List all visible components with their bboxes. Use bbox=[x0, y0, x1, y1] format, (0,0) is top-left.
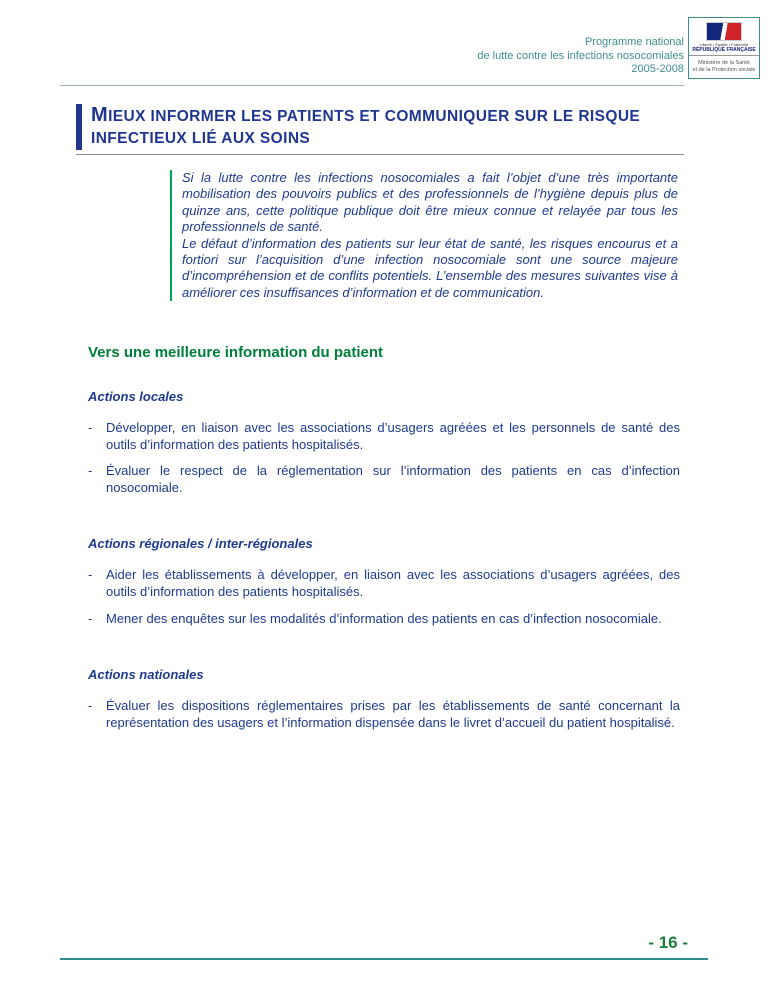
list-item bbox=[88, 698, 680, 731]
header-line-2: de lutte contre les infections nosocomiales bbox=[477, 49, 684, 62]
dash-bullet: - bbox=[88, 567, 93, 583]
list-item bbox=[88, 420, 680, 453]
group-actions-locales bbox=[88, 389, 680, 496]
page-number: - 16 - bbox=[648, 933, 688, 952]
group-heading: Actions régionales / inter-régionales bbox=[88, 536, 313, 552]
republic-logo-box bbox=[688, 17, 760, 79]
footer-divider bbox=[60, 958, 708, 960]
list-item-text: Aider les établissements à développer, en liaison avec les associations d’usagers agréées, des outils d’information des patients hospitalisés. bbox=[106, 567, 680, 599]
main-content bbox=[88, 344, 680, 771]
list-item bbox=[88, 567, 680, 600]
dash-bullet: - bbox=[88, 698, 93, 714]
header-line-3: 2005-2008 bbox=[631, 63, 684, 75]
page-title bbox=[91, 104, 663, 150]
group-heading: Actions locales bbox=[88, 389, 184, 404]
list-item-text: Mener des enquêtes sur les modalités d’information des patients en cas d’infection nosocomiale. bbox=[106, 610, 662, 626]
list-item-text: Évaluer les dispositions réglementaires prises par les établissements de santé concernant la représentation des usagers et l’information dispensée dans le livret d’accueil du patient hospitalisé. bbox=[106, 698, 680, 730]
header-divider bbox=[60, 85, 684, 86]
dash-bullet: - bbox=[88, 463, 93, 479]
group-heading: Actions nationales bbox=[88, 667, 204, 683]
group-actions-regionales bbox=[88, 536, 680, 627]
list-item-text: Évaluer le respect de la réglementation sur l’information des patients en cas d’infection nosocomiale. bbox=[106, 463, 680, 495]
title-initial: M bbox=[91, 104, 109, 126]
list-item bbox=[88, 611, 680, 628]
ministry-line-2: et de la Protection sociale bbox=[692, 67, 756, 73]
french-flag-icon bbox=[706, 22, 742, 41]
title-divider bbox=[76, 154, 684, 155]
intro-paragraph-2: Le défaut d’information des patients sur leur état de santé, les risques encourus et a fortiori sur l’acquisition d’une infection nosocomiale sont une source majeure d’incompréhension et de conflits potentiels. L’ensemble des mesures suivantes vise à améliorer ces insuffisances d’information et de communication. bbox=[182, 235, 678, 300]
intro-quote bbox=[170, 170, 678, 301]
list-item bbox=[88, 463, 680, 496]
republic-name: RÉPUBLIQUE FRANÇAISE bbox=[692, 46, 756, 53]
republic-motto: Liberté • Égalité • Fraternité bbox=[699, 41, 749, 47]
dash-bullet: - bbox=[88, 420, 93, 435]
page-title-block bbox=[76, 104, 663, 150]
ministry-label bbox=[689, 56, 759, 78]
group-actions-nationales bbox=[88, 667, 680, 731]
list-item-text: Développer, en liaison avec les associations d’usagers agréées et les personnels de santé des outils d’information des patients hospitalisés. bbox=[106, 420, 680, 452]
dash-bullet: - bbox=[88, 610, 93, 626]
header-program-title bbox=[477, 36, 684, 77]
title-rest: IEUX INFORMER LES PATIENTS ET COMMUNIQUER SUR LE RISQUE INFECTIEUX LIÉ AUX SOINS bbox=[91, 108, 641, 147]
section-title: Vers une meilleure information du patient bbox=[88, 344, 384, 361]
ministry-line-1: Ministère de la Santé bbox=[698, 60, 750, 66]
header-line-1: Programme national bbox=[584, 36, 684, 48]
republic-logo bbox=[689, 18, 759, 56]
intro-paragraph-1: Si la lutte contre les infections nosocomiales a fait l’objet d’une très importante mobilisation des pouvoirs publics et des professionnels de l’hygiène depuis plus de quinze ans, cette politique publique doit être mieux connue et relayée par tous les professionnels de santé. bbox=[182, 170, 678, 235]
